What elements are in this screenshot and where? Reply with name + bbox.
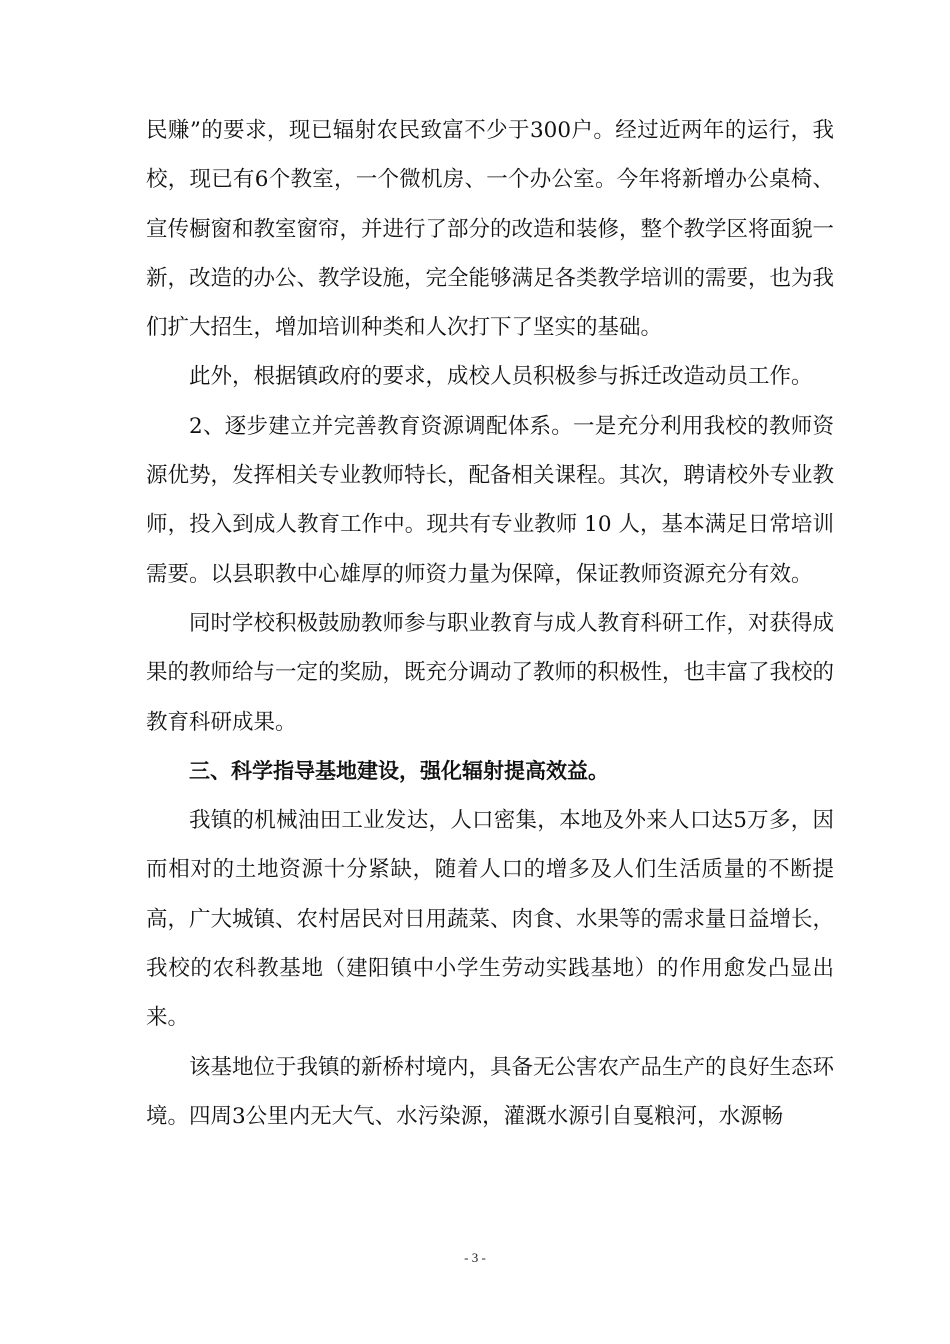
paragraph-continuation: 民赚”的要求，现已辐射农民致富不少于300户。经过近两年的运行，我校，现已有6个教室，一个微机房、一个办公室。今年将新增办公桌椅、宣传橱窗和教室窗帘，并进行了部分的改造和装修，整个教学区将面貌一新，改造的办公、教学设施，完全能够满足各类教学培训的需要，也为我们扩大招生，增加培训种类和人次打下了坚实的基础。 [146, 118, 835, 341]
paragraph-town-industry: 我镇的机械油田工业发达，人口密集，本地及外来人口达5万多，因而相对的土地资源十分紧缺，随着人口的增多及人们生活质量的不断提高，广大城镇、农村居民对日用蔬菜、肉食、水果等的需求量日益增长，我校的农科教基地（建阳镇中小学生劳动实践基地）的作用愈发凸显出来。 [146, 808, 835, 1031]
page-number: - 3 - [464, 1250, 486, 1265]
paragraph-research-encouragement: 同时学校积极鼓励教师参与职业教育与成人教育科研工作，对获得成果的教师给与一定的奖励，既充分调动了教师的积极性，也丰富了我校的教育科研成果。 [146, 610, 835, 735]
paragraph-resource-system: 2、逐步建立并完善教育资源调配体系。一是充分利用我校的教师资源优势，发挥相关专业教师特长，配备相关课程。其次，聘请校外专业教师，投入到成人教育工作中。现共有专业教师 10 人，基本满足日常培训需要。以县职教中心雄厚的师资力量为保障，保证教师资源充分有效。 [146, 413, 835, 587]
paragraph-demolition-work: 此外，根据镇政府的要求，成校人员积极参与拆迁改造动员工作。 [189, 364, 813, 390]
section-heading-three: 三、科学指导基地建设，强化辐射提高效益。 [189, 758, 609, 783]
document-body [146, 106, 834, 1141]
paragraph-base-location: 该基地位于我镇的新桥村境内，具备无公害农产品生产的良好生态环境。四周3公里内无大气、水污染源，灌溉水源引自戛粮河，水源畅 [146, 1054, 835, 1129]
